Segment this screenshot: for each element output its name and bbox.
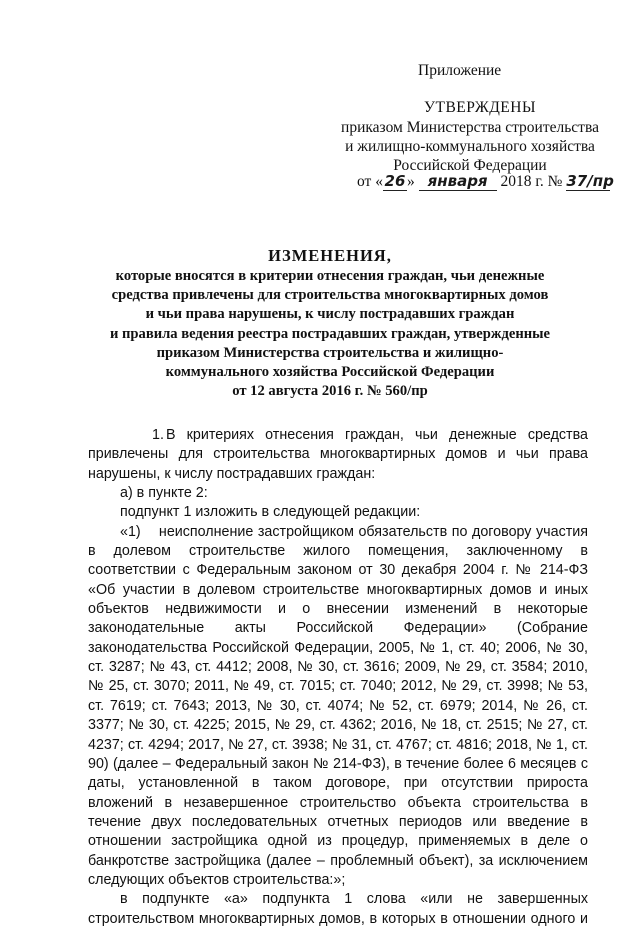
title-line: от 12 августа 2016 г. № 560/пр — [232, 383, 428, 400]
document-title — [100, 245, 560, 401]
quote-body: неисполнение застройщиком обязательств по договору участия в долевом строительстве жилого помещения, заключенному в соответствии с Федеральным законом от 30 декабря 2004 г. № 214-ФЗ «Об участии в долевом строительстве многоквартирных домов и иных объектов недвижимости и о внесении изменений в некоторые законодательные акты Российской Федерации» (Собрание законодательства Российской Федерации, 2005, № 1, ст. 40; 2006, № 30, ст. 3287; № 43, ст. 4412; 2008, № 30, ст. 3616; 2009, № 29, ст. 3584; 2010, № 25, ст. 3070; 2011, № 49, ст. 7015; ст. 7040; 2012, № 29, ст. 3998; № 53, ст. 7619; ст. 7643; 2013, № 30, ст. 4074; № 52, ст. 6979; 2014, № 26, ст. 3377; № 30, ст. 4225; 2015, № 29, ст. 4362; 2016, № 18, ст. 2515; № 27, ст. 4237; ст. 4294; 2017, № 27, ст. 3938; № 31, ст. 4767; ст. 4816; 2018, № 1, ст. 90) (далее – Федеральный закон № 214-ФЗ), в течение более 6 месяцев с даты, установленной в таком договоре, при отсутствии прироста вложений в незавершенное строительство объекта строительства в течение двух последовательных отчетных периодов или введение в отношении застройщика одной из процедур, применяемых в деле о банкротстве застройщика (далее – проблемный объект), за исключением следующих объектов строительства:»; — [88, 523, 588, 888]
quote-number: «1) — [120, 523, 141, 540]
date-prefix: от « — [357, 173, 383, 190]
paragraph-subpoint-1: подпункт 1 изложить в следующей редакции: — [120, 504, 421, 521]
approver-block — [320, 118, 620, 175]
approver-line: приказом Министерства строительства — [341, 119, 599, 136]
approver-line: и жилищно-коммунального хозяйства — [345, 138, 595, 155]
title-line: которые вносятся в критерии отнесения граждан, чьи денежные — [115, 268, 545, 284]
date-month-handwritten: января — [419, 172, 497, 191]
item-text: В критериях отнесения граждан, чьи денежные средства привлечены для строительства многоквартирных домов и чьи права нарушены, к числу пострадавших граждан: — [88, 427, 588, 482]
title-line: средства привлечены для строительства многоквартирных домов — [111, 287, 549, 304]
title-line: и правила ведения реестра пострадавших граждан, утвержденные — [109, 325, 551, 342]
order-date-line — [357, 172, 614, 191]
approver-line: Российской Федерации — [393, 157, 547, 174]
paragraph-last: в подпункте «а» подпункта 1 слова «или не завершенных строительством многоквартирных домов, в которых в отношении одного и — [88, 891, 588, 927]
item-number: 1. — [152, 427, 164, 443]
title-line: коммунального хозяйства Российской Федерации — [165, 364, 495, 381]
date-quote-close: » — [406, 173, 415, 190]
title-line: и чьи права нарушены, к числу пострадавших граждан — [145, 306, 515, 323]
paragraph-quoted-text — [88, 523, 588, 891]
date-day-handwritten: 26 — [384, 172, 406, 190]
title-main: ИЗМЕНЕНИЯ, — [268, 246, 392, 265]
date-year: 2018 г. № — [500, 173, 563, 190]
paragraph-item-1 — [88, 426, 588, 484]
order-number-handwritten: 37/пр — [566, 172, 614, 190]
paragraph-subitem-a: а) в пункте 2: — [120, 485, 208, 502]
document-body — [88, 426, 588, 929]
title-line: приказом Министерства строительства и жилищно- — [156, 344, 504, 361]
approved-label: УТВЕРЖДЕНЫ — [424, 99, 536, 116]
appendix-label: Приложение — [418, 62, 502, 79]
